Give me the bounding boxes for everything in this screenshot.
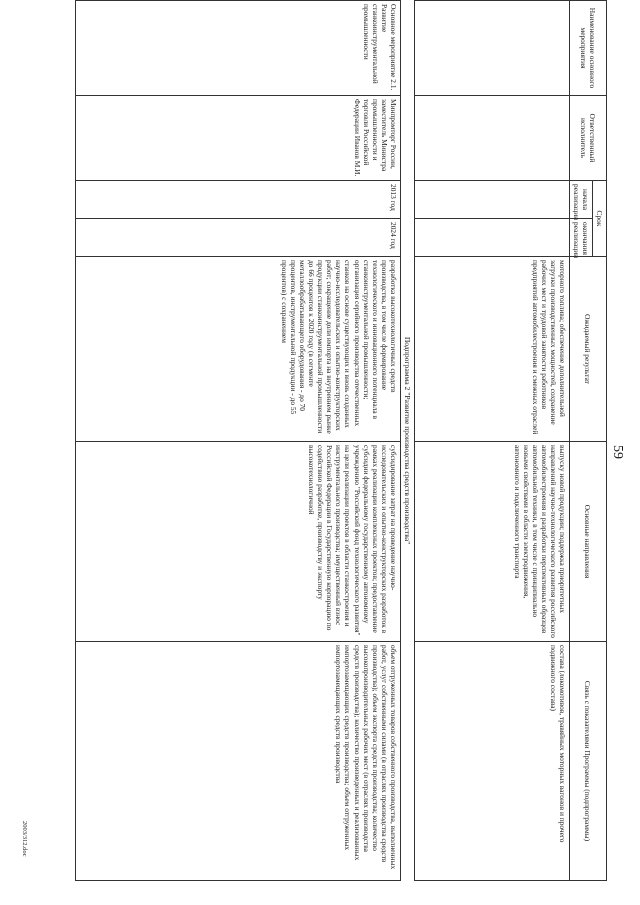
cell-term-end: 2024 год (75, 219, 400, 257)
cell-result: разработка высокотехнологичных средств производства, в том числе формирование технологического и инновационного потенциала в станкоинструментальной промышленности; организация серийного производства отечественных станков на основе существующих и вновь созданных научно-исследовательских и опытно-конструкторских работ; сокращение доли импорта на внутреннем рынке продукции станкоинструментальной промышленности до 66 процентов к 2020 году (в сегменте металлообрабатывающего оборудования - до 70 процентов, инструментальной продукции - до 55 процентов) с сохранением (75, 257, 400, 442)
cell-directions: выпуску новой продукции; поддержка приоритетных направлений научно-технологического развития российского автомобилестроения и разработки перспективных образцов автомобильной техники, в том числе с принципиально новыми свойствами в области электродвижения, автономного и подключенного транспорта (414, 442, 569, 642)
table-row (75, 1, 400, 881)
cell-term-end (414, 219, 569, 257)
header-indicators: Связь с показателями Программы (подпрограммы) (569, 642, 606, 881)
subprogram-row (400, 1, 414, 881)
header-term: Срок (592, 181, 606, 257)
header-term-start: начала реализации (569, 181, 592, 219)
cell-activity (414, 1, 569, 96)
program-table (75, 0, 607, 881)
cell-indicators: состава (локомотивов, травяйных моторных вагонов и прочего подвижного состава) (414, 642, 569, 881)
rotated-table-block (67, 0, 607, 880)
cell-result: моторного топлива; обеспечение дополнительной загрузки производственных мощностей, сохранение рабочих мест и трудовой занятости работников предприятий автомобилестроения и смежных отраслей (414, 257, 569, 442)
header-result: Ожидаемый результат (569, 257, 606, 442)
page-number: 59 (610, 445, 625, 459)
header-executor: Ответственный исполнитель (569, 96, 606, 181)
cell-indicators: объем отгруженных товаров собственного производства, выполненных работ, услуг собственными силами (в отраслях производства средств производства); объем экспорта средств производства; количество высокопроизводительных рабочих мест (в отраслях производства средств производства); количество произведенных и реализованных импортозамещающих средств производства; объем отгруженных импортозамещающих средств производства (75, 642, 400, 881)
header-row (592, 1, 606, 881)
cell-executor: Минпромторг России, заместитель Министра промышленности и торговли Российской Федерации Иванов М.И. (75, 96, 400, 181)
header-directions: Основные направления (569, 442, 606, 642)
header-term-end: окончания реализации (569, 219, 592, 257)
table-row (414, 1, 569, 881)
cell-term-start: 2013 год (75, 181, 400, 219)
cell-activity: Основное мероприятие 2.1. Развитие станкоинструментальной промышленности (75, 1, 400, 96)
cell-directions: субсидирование затрат на проведение научно-исследовательских и опытно-конструкторских разработок в рамках реализации комплексных проектов; предоставление субсидии федеральному государственному автономному учреждению "Российский фонд технологического развития" на цели реализации проектов в области станкостроения и инструментального производства; имущественный взнос Российской Федерации в Государственную корпорацию по содействию разработке, производству и экспорту высокотехнологичной (75, 442, 400, 642)
cell-term-start (414, 181, 569, 219)
document-footer-id: 2003/312.doc (21, 821, 28, 857)
cell-executor (414, 96, 569, 181)
header-activity: Наименование основного мероприятия (569, 1, 606, 96)
subprogram-title: Подпрограмма 2 "Развитие производства средств производства" (400, 1, 414, 881)
